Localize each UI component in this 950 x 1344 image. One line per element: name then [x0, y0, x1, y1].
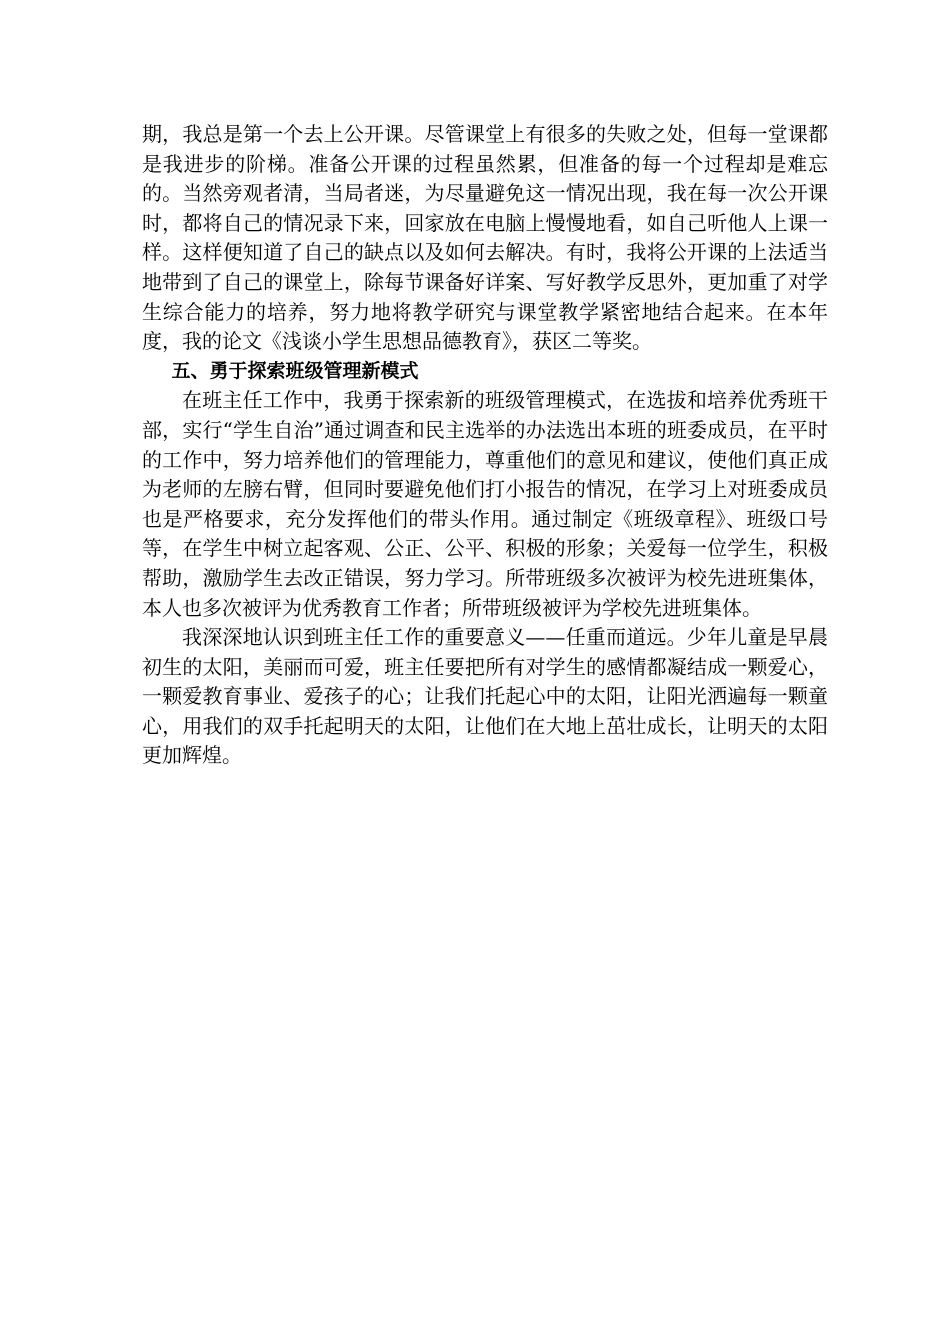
body-paragraph-conclusion: 我深深地认识到班主任工作的重要意义——任重而道远。少年儿童是早晨初生的太阳，美丽而可爱，班主任要把所有对学生的感情都凝结成一颗爱心，一颗爱教育事业、爱孩子的心；让我们托起心中的太阳，让阳光洒遍每一颗童心，用我们的双手托起明天的太阳，让他们在大地上茁壮成长，让明天的太阳更加辉煌。 — [142, 625, 828, 768]
document-body — [142, 120, 828, 771]
body-paragraph-continued: 期，我总是第一个去上公开课。尽管课堂上有很多的失败之处，但每一堂课都是我进步的阶梯。准备公开课的过程虽然累，但准备的每一个过程却是难忘的。当然旁观者清，当局者迷，为尽量避免这一情况出现，我在每一次公开课时，都将自己的情况录下来，回家放在电脑上慢慢地看，如自己听他人上课一样。这样便知道了自己的缺点以及如何去解决。有时，我将公开课的上法适当地带到了自己的课堂上，除每节课备好详案、写好教学反思外，更加重了对学生综合能力的培养，努力地将教学研究与课堂教学紧密地结合起来。在本年度，我的论文《浅谈小学生思想品德教育》，获区二等奖。 — [142, 122, 828, 354]
section-heading: 五、勇于探索班级管理新模式 — [171, 359, 419, 382]
body-paragraph-class-management: 在班主任工作中，我勇于探索新的班级管理模式，在选拔和培养优秀班干部，实行“学生自治”通过调查和民主选举的办法选出本班的班委成员，在平时的工作中，努力培养他们的管理能力，尊重他们的意见和建议，使他们真正成为老师的左膀右臂，但同时要避免他们打小报告的情况，在学习上对班委成员也是严格要求，充分发挥他们的带头作用。通过制定《班级章程》、班级口号等，在学生中树立起客观、公正、公平、积极的形象；关爱每一位学生，积极帮助，激励学生去改正错误，努力学习。所带班级多次被评为校先进班集体，本人也多次被评为优秀教育工作者；所带班级被评为学校先进班集体。 — [142, 388, 828, 620]
